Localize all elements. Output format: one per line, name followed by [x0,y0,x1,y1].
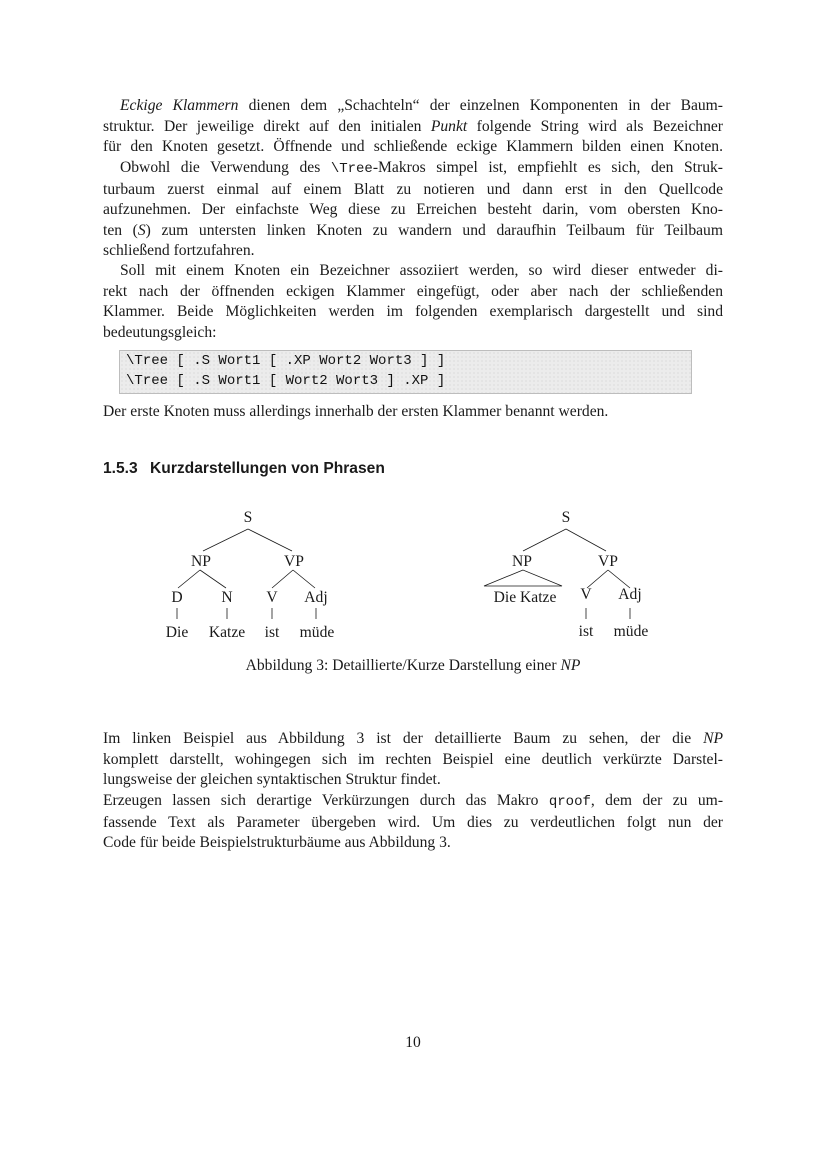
edge-s-vp-right [566,529,606,551]
section-number: 1.5.3 [103,460,138,477]
leaf-ist-right: ist [578,623,594,640]
emphasis-eckige-klammern: Eckige Klammern [120,97,239,114]
node-n: N [221,589,233,606]
leaf-muede: müde [299,624,335,641]
edge-s-np-right [523,529,566,551]
paragraph-qroof: Erzeugen lassen sich derartige Verkürzungen durch das Makro qroof, dem der zu um- fassende Text als Parameter übergeben wird. Um dies zu verdeutlichen folgt nun der Code für beide Beispielstrukturbäume aus Abbildung 3. [103,792,724,852]
emphasis-punkt: Punkt [430,117,468,135]
leaf-die: Die [165,624,189,641]
paragraph-tree-macro: Obwohl die Verwendung des \Tree-Makros simpel ist, empfiehlt es sich, den Struk- turbaum zuerst einmal auf einem Blatt zu notieren und dann erst in den Quellcode aufzunehmen. Der einfachste Weg diese zu Erreichen besteht darin, vom obersten Kno- ten (S) zum untersten linken Knoten zu wandern und daraufhin Teilbaum für Teilbaum schließend fortzufahren. [103,159,723,260]
node-v-right: V [580,586,592,603]
inline-code-qroof: qroof [548,794,591,810]
node-s-right: S [561,509,571,526]
figure-caption: Abbildung 3: Detaillierte/Kurze Darstellung einer NP [245,657,581,674]
leaf-muede-right: müde [613,623,649,640]
leaf-ist: ist [264,624,280,641]
node-d: D [171,589,183,606]
roof-text: Die Katze [493,589,557,606]
code-line-2: \Tree [ .S Wort1 [ Wort2 Wort3 ] .XP ] [126,373,446,389]
paragraph-brackets: Eckige Klammern dienen dem „Schachteln“ der einzelnen Komponenten in der Baum- struktur. Der jeweilige direkt auf den initialen Punkt folgende String wird als Bezeichner für den Knoten gesetzt. Öffnende und schließende eckige Klammern bilden einen Knoten. [103,97,724,156]
edge-np-n [200,570,226,588]
node-adj: Adj [304,589,328,606]
edge-vp-v [272,570,293,588]
node-np-right: NP [512,553,532,570]
edge-np-d [178,570,200,588]
code-line-1: \Tree [ .S Wort1 [ .XP Wort2 Wort3 ] ] [126,353,446,369]
node-np: NP [191,553,211,570]
section-title: Kurzdarstellungen von Phrasen [150,460,385,477]
node-vp-right: VP [598,553,618,570]
leaf-katze: Katze [208,624,246,641]
paragraph-node-labels: Soll mit einem Knoten ein Bezeichner assoziiert werden, so wird dieser entweder di- rekt nach der öffnenden eckigen Klammer eingefügt, oder aber nach der schließenden Klammer. Beide Möglichkeiten werden im folgenden exemplarisch dargestellt und sind bedeutungsgleich: [103,262,723,341]
page-number: 10 [405,1034,421,1051]
tree-left-labels [166,509,335,641]
inline-code-tree: \Tree [330,161,373,177]
node-v: V [266,589,278,606]
tree-left [177,529,316,619]
node-s: S [243,509,253,526]
paragraph-after-code: Der erste Knoten muss allerdings innerhalb der ersten Klammer benannt werden. [103,403,609,420]
node-adj-right: Adj [618,586,642,603]
edge-vp-adj [293,570,315,588]
edge-s-vp [248,529,292,551]
tree-right-labels [494,509,649,640]
paragraph-figure-explanation: Im linken Beispiel aus Abbildung 3 ist der detaillierte Baum zu sehen, der die NP komplett darstellt, wohingegen sich im rechten Beispiel eine deutlich verkürzte Darstel- lungsweise der gleichen syntaktischen Struktur findet. [103,730,723,789]
roof-triangle [484,570,562,586]
edge-s-np [203,529,248,551]
node-vp: VP [284,553,304,570]
